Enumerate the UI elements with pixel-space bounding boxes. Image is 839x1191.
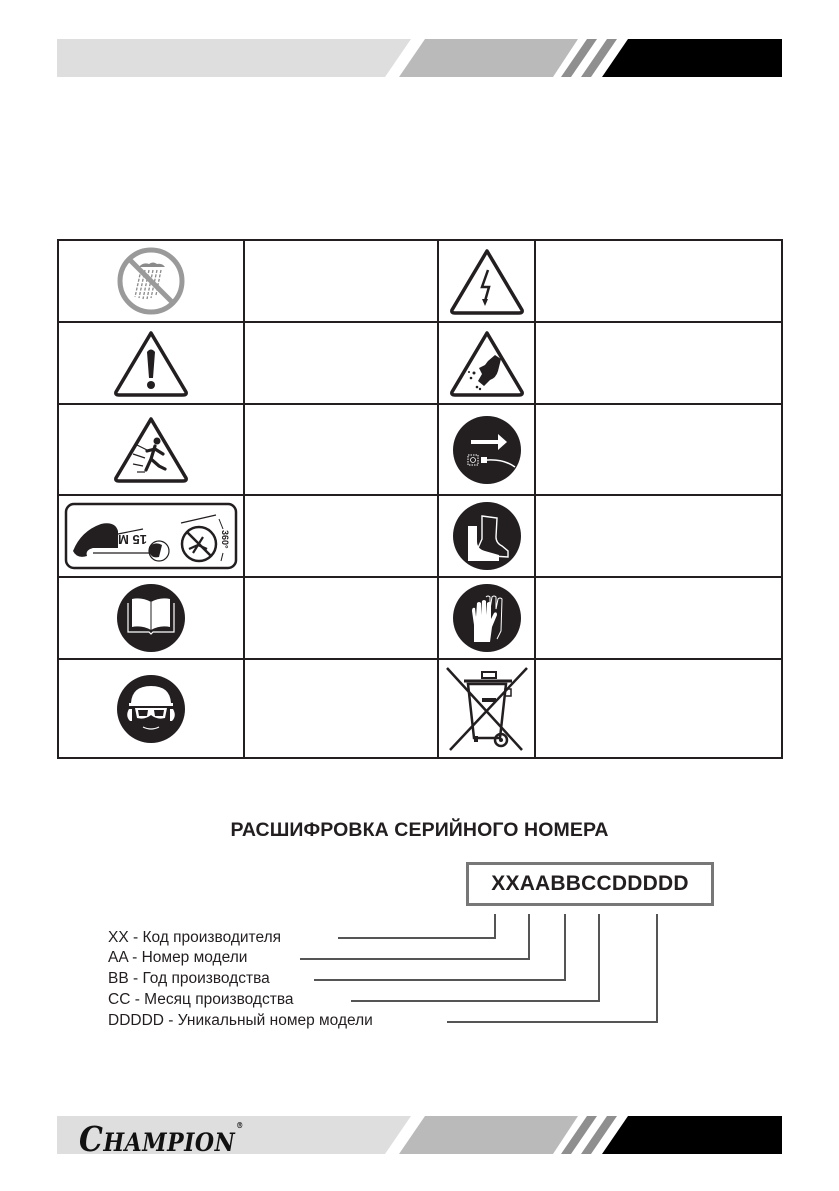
serial-legend-item: BB - Год производства (108, 970, 270, 987)
serial-section-title: РАСШИФРОВКА СЕРИЙНОГО НОМЕРА (230, 819, 609, 841)
serial-code: XXAABBCCDDDDD (491, 872, 689, 895)
serial-legend-item: XX - Код производителя (108, 929, 282, 946)
svg-text:360°: 360° (219, 530, 230, 549)
footer-decorative-band (57, 1116, 782, 1161)
svg-text:15 M: 15 M (118, 532, 147, 547)
serial-legend-item: AA - Номер модели (108, 949, 248, 966)
serial-legend-item: CC - Месяц производства (108, 991, 294, 1008)
serial-legend-item: DDDDD - Уникальный номер модели (108, 1012, 373, 1029)
champion-logo: CHAMPION® (79, 1120, 244, 1161)
